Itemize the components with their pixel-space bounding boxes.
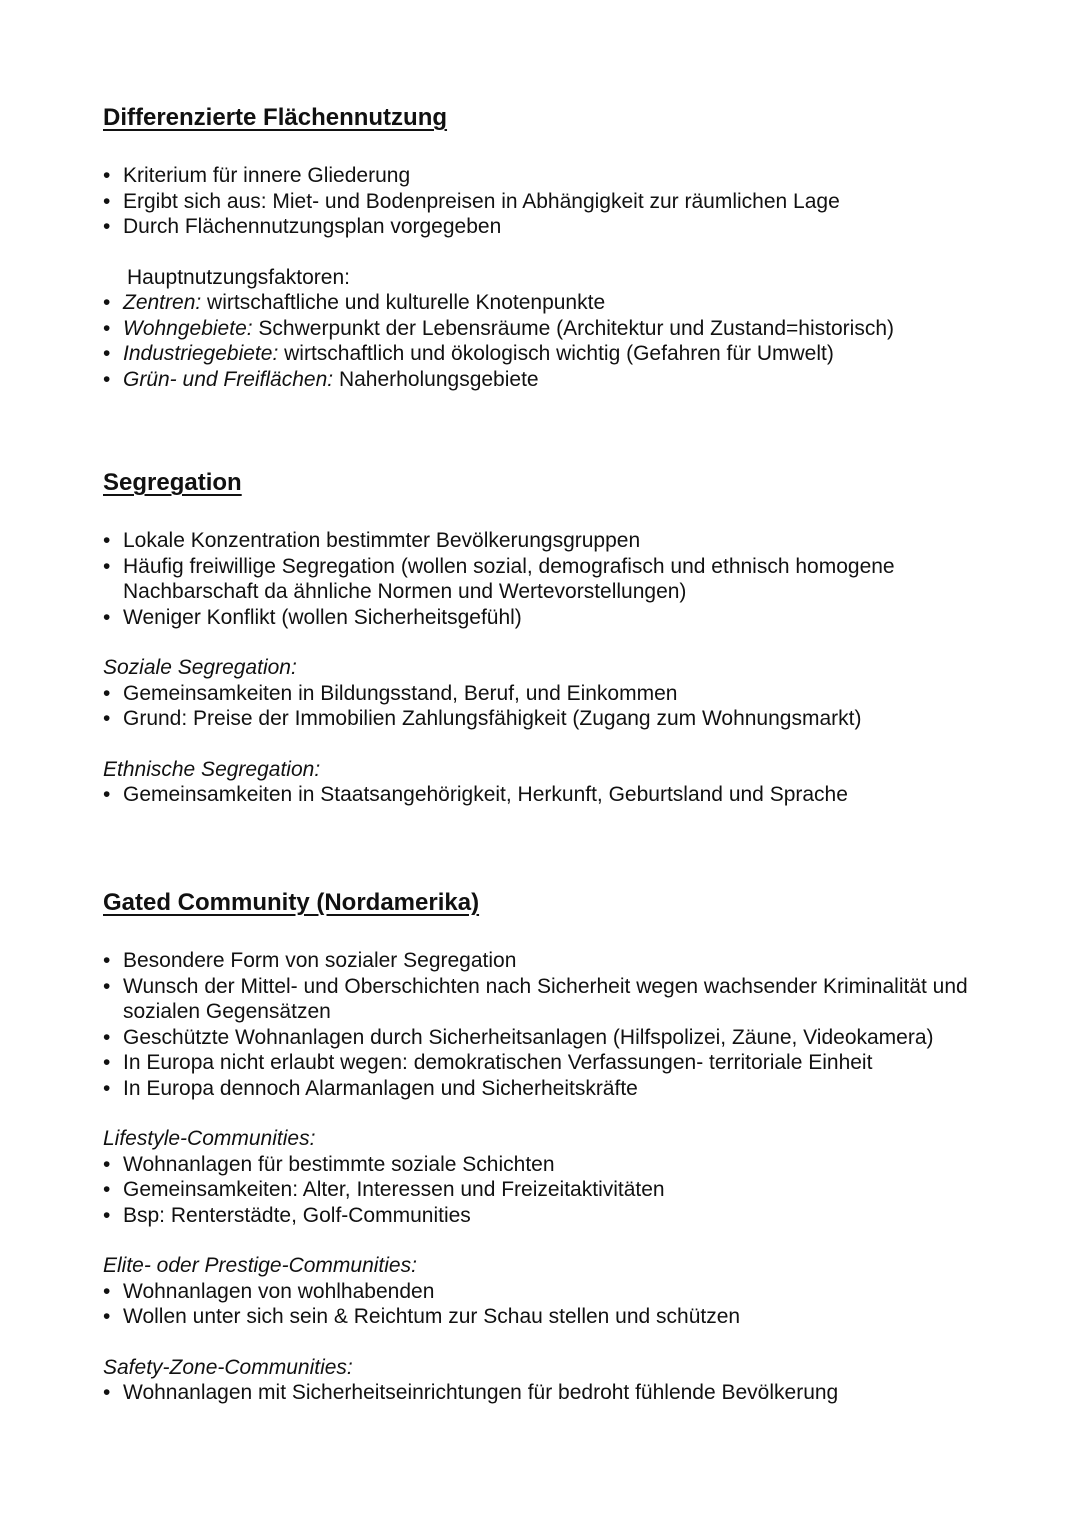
bullet-list (103, 528, 1020, 630)
subheading: Elite- oder Prestige-Communities: (103, 1254, 417, 1277)
factor-term: Zentren: (123, 291, 202, 314)
list-item: • Gemeinsamkeiten in Staatsangehörigkeit, Herkunft, Geburtsland und Sprache (103, 782, 1020, 808)
list-item: • Wohnanlagen von wohlhabenden (103, 1279, 1020, 1305)
factor-term: Wohngebiete: (123, 316, 253, 340)
factor-text: wirtschaftliche und kulturelle Knotenpunkte (201, 291, 606, 314)
bullet-list (103, 681, 1020, 732)
section-flaechennutzung (103, 103, 1020, 392)
list-item (103, 341, 1020, 367)
bullet-list (103, 1380, 1020, 1406)
list-item: • Gemeinsamkeiten in Bildungsstand, Beruf, und Einkommen (103, 681, 1020, 707)
factor-text: wirtschaftlich und ökologisch wichtig (Gefahren für Umwelt) (278, 342, 834, 365)
factors-heading: Hauptnutzungsfaktoren: (127, 265, 350, 289)
section-title: Differenzierte Flächennutzung (103, 104, 448, 131)
list-item: • Geschützte Wohnanlagen durch Sicherheitsanlagen (Hilfspolizei, Zäune, Videokamera) (103, 1025, 1020, 1051)
list-item: • Wollen unter sich sein & Reichtum zur Schau stellen und schützen (103, 1304, 1020, 1330)
factor-list (103, 290, 1020, 392)
list-item: • In Europa dennoch Alarmanlagen und Sicherheitskräfte (103, 1076, 1020, 1102)
factor-term: Industriegebiete: (123, 342, 279, 365)
list-item (103, 316, 1020, 342)
section-gated-community (103, 888, 1020, 1406)
list-item: • Ergibt sich aus: Miet- und Bodenpreisen in Abhängigkeit zur räumlichen Lage (103, 189, 1020, 215)
section-title: Segregation (103, 469, 242, 496)
factor-term: Grün- und Freiflächen: (123, 367, 334, 391)
bullet-list (103, 1279, 1020, 1330)
bullet-list (103, 948, 1020, 1101)
bullet-list (103, 782, 1020, 808)
list-item: • Gemeinsamkeiten: Alter, Interessen und Freizeitaktivitäten (103, 1177, 1020, 1203)
list-item: • Besondere Form von sozialer Segregation (103, 948, 1020, 974)
list-item: • Wunsch der Mittel- und Oberschichten nach Sicherheit wegen wachsender Kriminalität und sozialen Gegensätzen (103, 974, 1020, 1025)
list-item: • Durch Flächennutzungsplan vorgegeben (103, 214, 1020, 240)
list-item: • Bsp: Renterstädte, Golf-Communities (103, 1203, 1020, 1229)
list-item: • In Europa nicht erlaubt wegen: demokratischen Verfassungen- territoriale Einheit (103, 1050, 1020, 1076)
section-segregation (103, 468, 1020, 808)
list-item (103, 290, 1020, 316)
list-item: • Weniger Konflikt (wollen Sicherheitsgefühl) (103, 605, 1020, 631)
list-item: • Wohnanlagen für bestimmte soziale Schichten (103, 1152, 1020, 1178)
subheading: Soziale Segregation: (103, 656, 297, 679)
list-item: • Kriterium für innere Gliederung (103, 163, 1020, 189)
section-title: Gated Community (Nordamerika) (103, 889, 480, 916)
list-item (103, 367, 1020, 393)
bullet-list (103, 1152, 1020, 1229)
list-item: • Grund: Preise der Immobilien Zahlungsfähigkeit (Zugang zum Wohnungsmarkt) (103, 706, 1020, 732)
list-item: • Häufig freiwillige Segregation (wollen sozial, demografisch und ethnisch homogene Nachbarschaft da ähnliche Normen und Wertevorstellungen) (103, 554, 1020, 605)
subheading: Lifestyle-Communities: (103, 1127, 316, 1150)
list-item: • Lokale Konzentration bestimmter Bevölkerungsgruppen (103, 528, 1020, 554)
factor-text: Schwerpunkt der Lebensräume (Architektur und Zustand=historisch) (252, 316, 894, 340)
list-item: • Wohnanlagen mit Sicherheitseinrichtungen für bedroht fühlende Bevölkerung (103, 1380, 1020, 1406)
factor-text: Naherholungsgebiete (333, 367, 539, 391)
subheading: Safety-Zone-Communities: (103, 1355, 353, 1379)
subheading: Ethnische Segregation: (103, 757, 321, 781)
bullet-list (103, 163, 1020, 240)
